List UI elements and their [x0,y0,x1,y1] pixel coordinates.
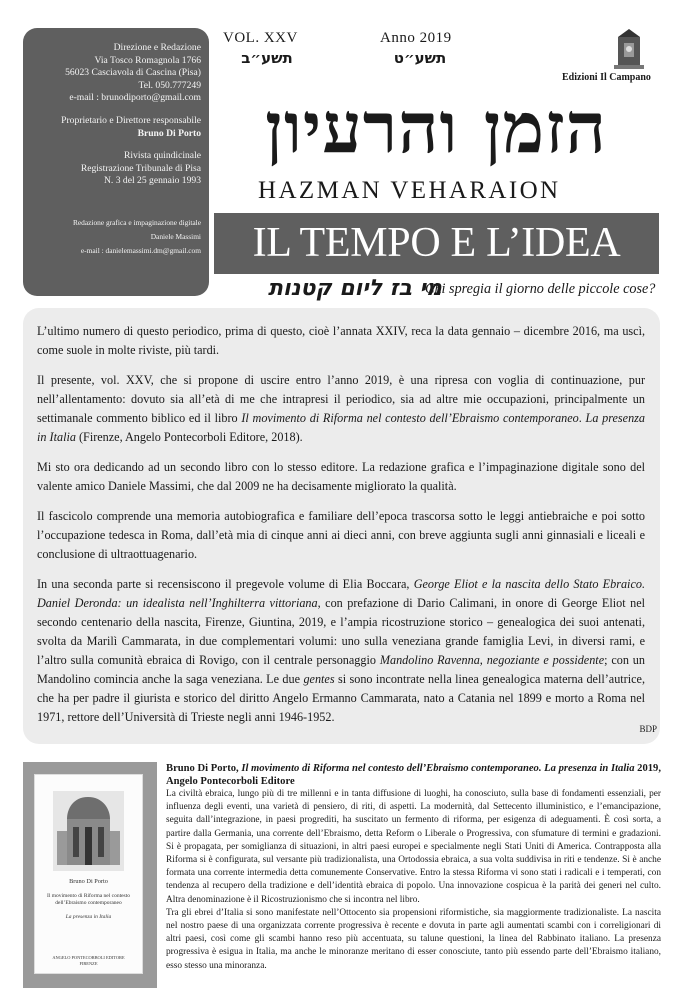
synagogue-illustration-icon [53,791,124,871]
info-email: e-mail : brunodiporto@gmail.com [69,92,201,104]
graphics-name: Daniele Massimi [150,231,201,241]
signature: BDP [639,724,657,734]
article-paragraph: Il fascicolo comprende una memoria autobiografica e familiare dell’epoca trascorsa sotto le leggi antiebraiche e poi sotto l’occupazione tedesca in Roma, dall’età mia di cinque anni ai dieci anni, con breve aggiunta sugli anni ginnasiali e liceali e conclusione di ultraottuagenario. [37,509,645,561]
book-cover [34,774,143,974]
publisher-logo-icon [614,27,644,69]
info-line: Tel. 050.777249 [138,79,201,91]
owner-name: Bruno Di Porto [137,127,201,139]
cover-author: Bruno Di Porto [69,878,108,885]
contact-block [31,42,201,105]
cover-city: FIRENZE [79,961,98,966]
motto-hebrew: מי בז ליום קטנות [268,276,442,301]
volume-label: VOL. XXV [223,30,298,46]
info-line: Registrazione Tribunale di Pisa [80,162,201,174]
cover-publisher: ANGELO PONTECORBOLI EDITORE [52,955,125,960]
article-paragraph: L’ultimo numero di questo periodico, prima di questo, cioè l’annata XXIV, reca la data gennaio – dicembre 2016, ma uscì, come suole in molte riviste, più tardi. [37,324,645,357]
italian-title-bar [214,213,659,274]
review-body [166,788,661,973]
publisher-name: Edizioni Il Campano [562,72,651,83]
transliterated-title: HAZMAN VEHARAION [258,177,561,204]
article-paragraph: In una seconda parte si recensiscono il pregevole volume di Elia Boccara, George Eliot e la nascita dello Stato Ebraico. Daniel Deronda: un idealista nell’Inghilterra vittoriana, con prefazione di Dario Calimani, in onore di George Eliot nel secondo centenario della nascita, Firenze, Giuntina, 2019, e l’ampia ricostruzione storico – genealogica dei suoi antenati, svolta da Marilì Cammarata, in due complementari volumi: uno sulla veneziana grande famiglia Levi, in diversi rami, e l’altro sulla comunità ebraica di Rovigo, con il centrale personaggio Mandolino Ravenna, negoziante e possidente; con un Mandolino comincia anche la saga veneziana. Le due gentes si sono incontrate nella linea genealogica materna dell’autrice, che ha per padre il giurista e storico del diritto Angelo Ermanno Cammarata, nato a Catania nel 1899 e morto a Roma nel 1971, rettore dell’Università di Trieste negli anni 1946-1952. [37,577,645,724]
year-label: Anno 2019 [380,30,452,46]
motto-italian: Chi spregia il giorno delle piccole cose? [425,281,656,297]
hebrew-title: הזמן והרעיון [265,86,607,169]
cover-title: Il movimento di Riforma nel contesto dell’Ebraismo contemporaneo [47,893,130,906]
review-paragraph: Tra gli ebrei d’Italia si sono manifestate nell’Ottocento sia propensioni riformistiche, sia maggiormente tradizionaliste. La nascita nel nostro paese di una organizzata corrente progressiva è recente e dovuta in parte agli aumentati scambi con i correligionari di altri paesi, così come gli scambi hanno reso più accentuata, su talune questioni, la linea del Rabbinato italiano. La presenza progressiva è esigua in Italia, ma anche le minoranze meritano di esser conosciute, tanto più essendo parte dell’Ebraismo italiano, esso stesso una minoranza. [166,907,661,971]
info-line: Via Tosco Romagnola 1766 [94,54,201,66]
article-paragraph: Mi sto ora dedicando ad un secondo libro con lo stesso editore. La redazione grafica e l’impaginazione digitale sono del valente amico Daniele Massimi, che dal 2009 ne ha decisamente migliorato la qualità. [37,460,645,493]
hebrew-year-left: תשע״ב [241,49,293,67]
info-line: N. 3 del 25 gennaio 1993 [104,175,201,187]
review-title: Bruno Di Porto, Il movimento di Riforma nel contesto dell’Ebraismo contemporaneo. La presenza in Italia 2019, Angelo Pontecorboli Editore [166,763,661,787]
italian-title: IL TEMPO E L’IDEA [252,220,621,266]
info-line: Rivista quindicinale [123,150,201,162]
info-line: 56023 Casciavola di Cascina (Pisa) [65,67,201,79]
graphics-label: Redazione grafica e impaginazione digitale [72,217,201,227]
editorial-info-box [23,28,209,296]
hebrew-year-right: תשע״ט [393,49,447,67]
owner-label: Proprietario e Direttore responsabile [61,114,201,126]
info-line: Direzione e Redazione [113,42,201,53]
cover-subtitle: La presenza in Italia [65,914,112,920]
article-paragraph: Il presente, vol. XXV, che si propone di uscire entro l’anno 2019, è una ripresa con voglia di continuazione, pur nell’allentamento: dovuto sia all’età di me che intrapresi il periodico, sia ad altre mie occupazioni, principalmente un settimanale commento biblico ed il libro Il movimento di Riforma nel contesto dell’Ebraismo contemporaneo. La presenza in Italia (Firenze, Angelo Pontecorboli Editore, 2018). [37,373,646,444]
review-paragraph: La civiltà ebraica, lungo più di tre millenni e in tanta diffusione di luoghi, ha conosciuto, sulla base di fondamenti essenziali, per influenza degli eventi, una varietà di pensiero, di riti, di aspetti. La modernità, dal Settecento illuministico, e l’emancipazione, seguita dall’integrazione, in paesi progrediti, ha suscitato un fermento di riforma, per esigenza di adeguamenti. È così sorta, a partire dalla Germania, una corrente dell’Ebraismo, detta Reform o Liberale o Progressiva, con sfumature di termini e gradazioni. Si è propagata, per somiglianza di situazioni, in altri paesi europei e specialmente negli Stati Uniti di America. Contrapposta alla Riforma si è configurata, sul versante più tradizionalista, una Ortodossia ebraica, a sua volta suddivisa in riti e tendenze. Si è anche formata una corrente intermedia detta comunemente Conservative. Entro la stessa Riforma vi sono stati i radicali e i temperati, con tendenza al recupero della tradizione e dell’identità ebraica di popolo. Una innovazione cospicua è la parità dei generi nel culto. Altra denominazione è il Ricostruzionismo che si incontra nel libro. [166,789,661,905]
editorial-article [23,308,660,744]
graphics-email: e-mail : danielemassimi.dm@gmail.com [80,245,201,255]
